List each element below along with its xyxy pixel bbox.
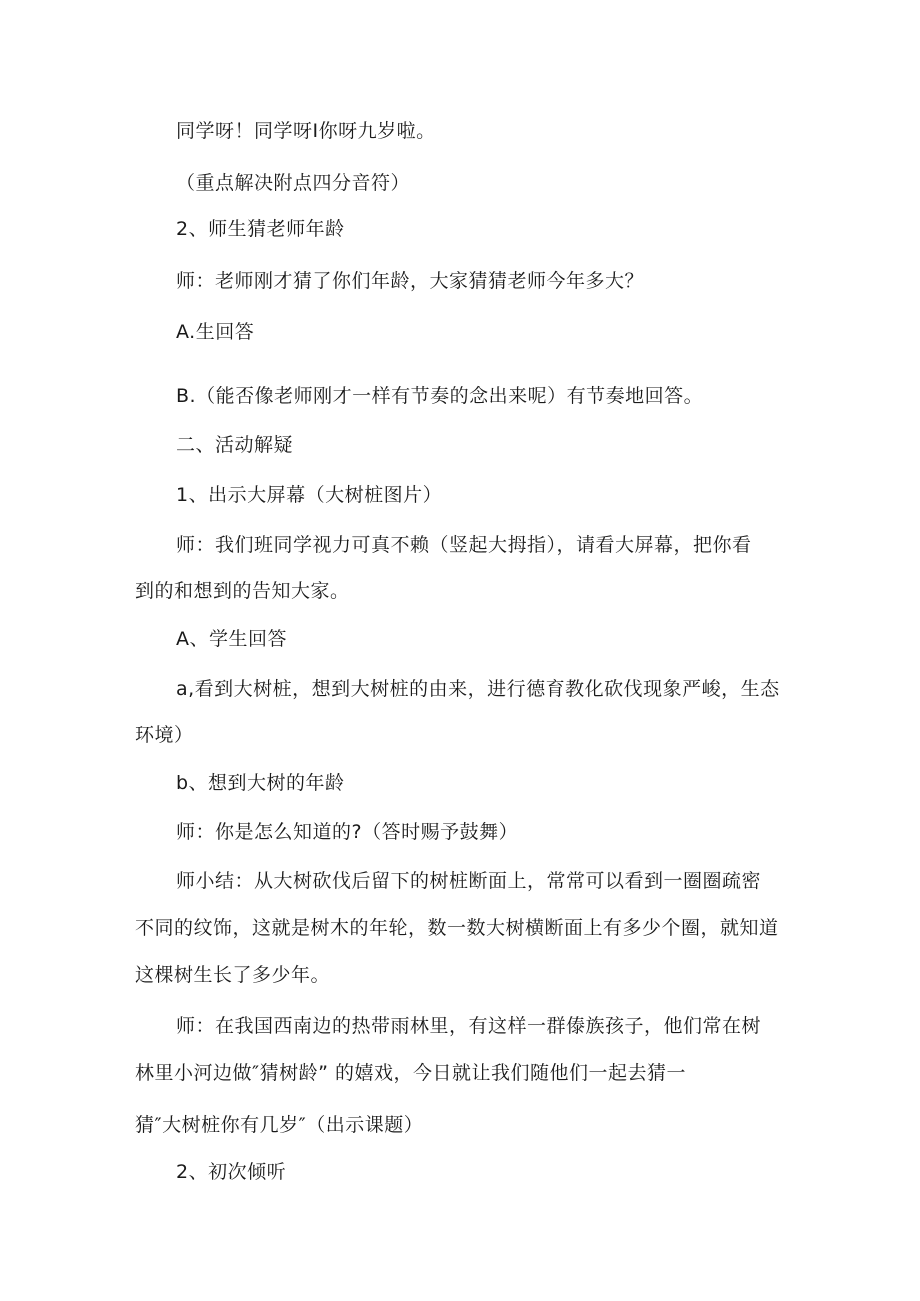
section-heading: 2、初次倾听 [176,1161,287,1183]
section-heading: 1、出示大屏幕（大树桩图片） [176,484,443,506]
text-line: B.（能否像老师刚才一样有节奏的念出来呢）有节奏地回答。 [176,385,704,407]
text-line: 到的和想到的告知大家。 [135,580,350,602]
text-line: 师：在我国西南边的热带雨林里，有这样一群傣族孩子，他们常在树 [176,1015,762,1037]
text-line: A.生回答 [176,321,255,343]
text-line: （重点解决附点四分音符） [176,172,411,194]
text-line: 师小结：从大树砍伐后留下的树桩断面上，常常可以看到一圈圈疏密 [176,870,762,892]
text-line: 师：老师刚才猜了你们年龄，大家猜猜老师今年多大？ [176,270,645,292]
text-line: 环境） [135,724,194,746]
text-line: a,看到大树桩，想到大树桩的由来，进行德育教化砍伐现象严峻，生态 [176,678,780,700]
text-line: 同学呀！同学呀I你呀九岁啦。 [176,120,436,142]
text-line: 师：我们班同学视力可真不赖（竖起大拇指），请看大屏幕，把你看 [176,534,752,556]
text-line: b、想到大树的年龄 [176,772,345,794]
text-line: 不同的纹饰，这就是树木的年轮，数一数大树横断面上有多少个圈，就知道 [135,917,779,939]
section-heading: 二、活动解疑 [176,434,294,456]
text-line: A、学生回答 [176,628,287,650]
section-heading: 2、师生猜老师年龄 [176,218,345,240]
text-line: 猜″大树桩你有几岁″（出示课题） [135,1114,424,1136]
text-line: 师：你是怎么知道的?（答时赐予鼓舞） [176,821,519,843]
text-line: 林里小河边做″猜树龄” 的嬉戏，今日就让我们随他们一起去猜一 [135,1062,686,1084]
text-line: 这棵树生长了多少年。 [135,964,331,986]
